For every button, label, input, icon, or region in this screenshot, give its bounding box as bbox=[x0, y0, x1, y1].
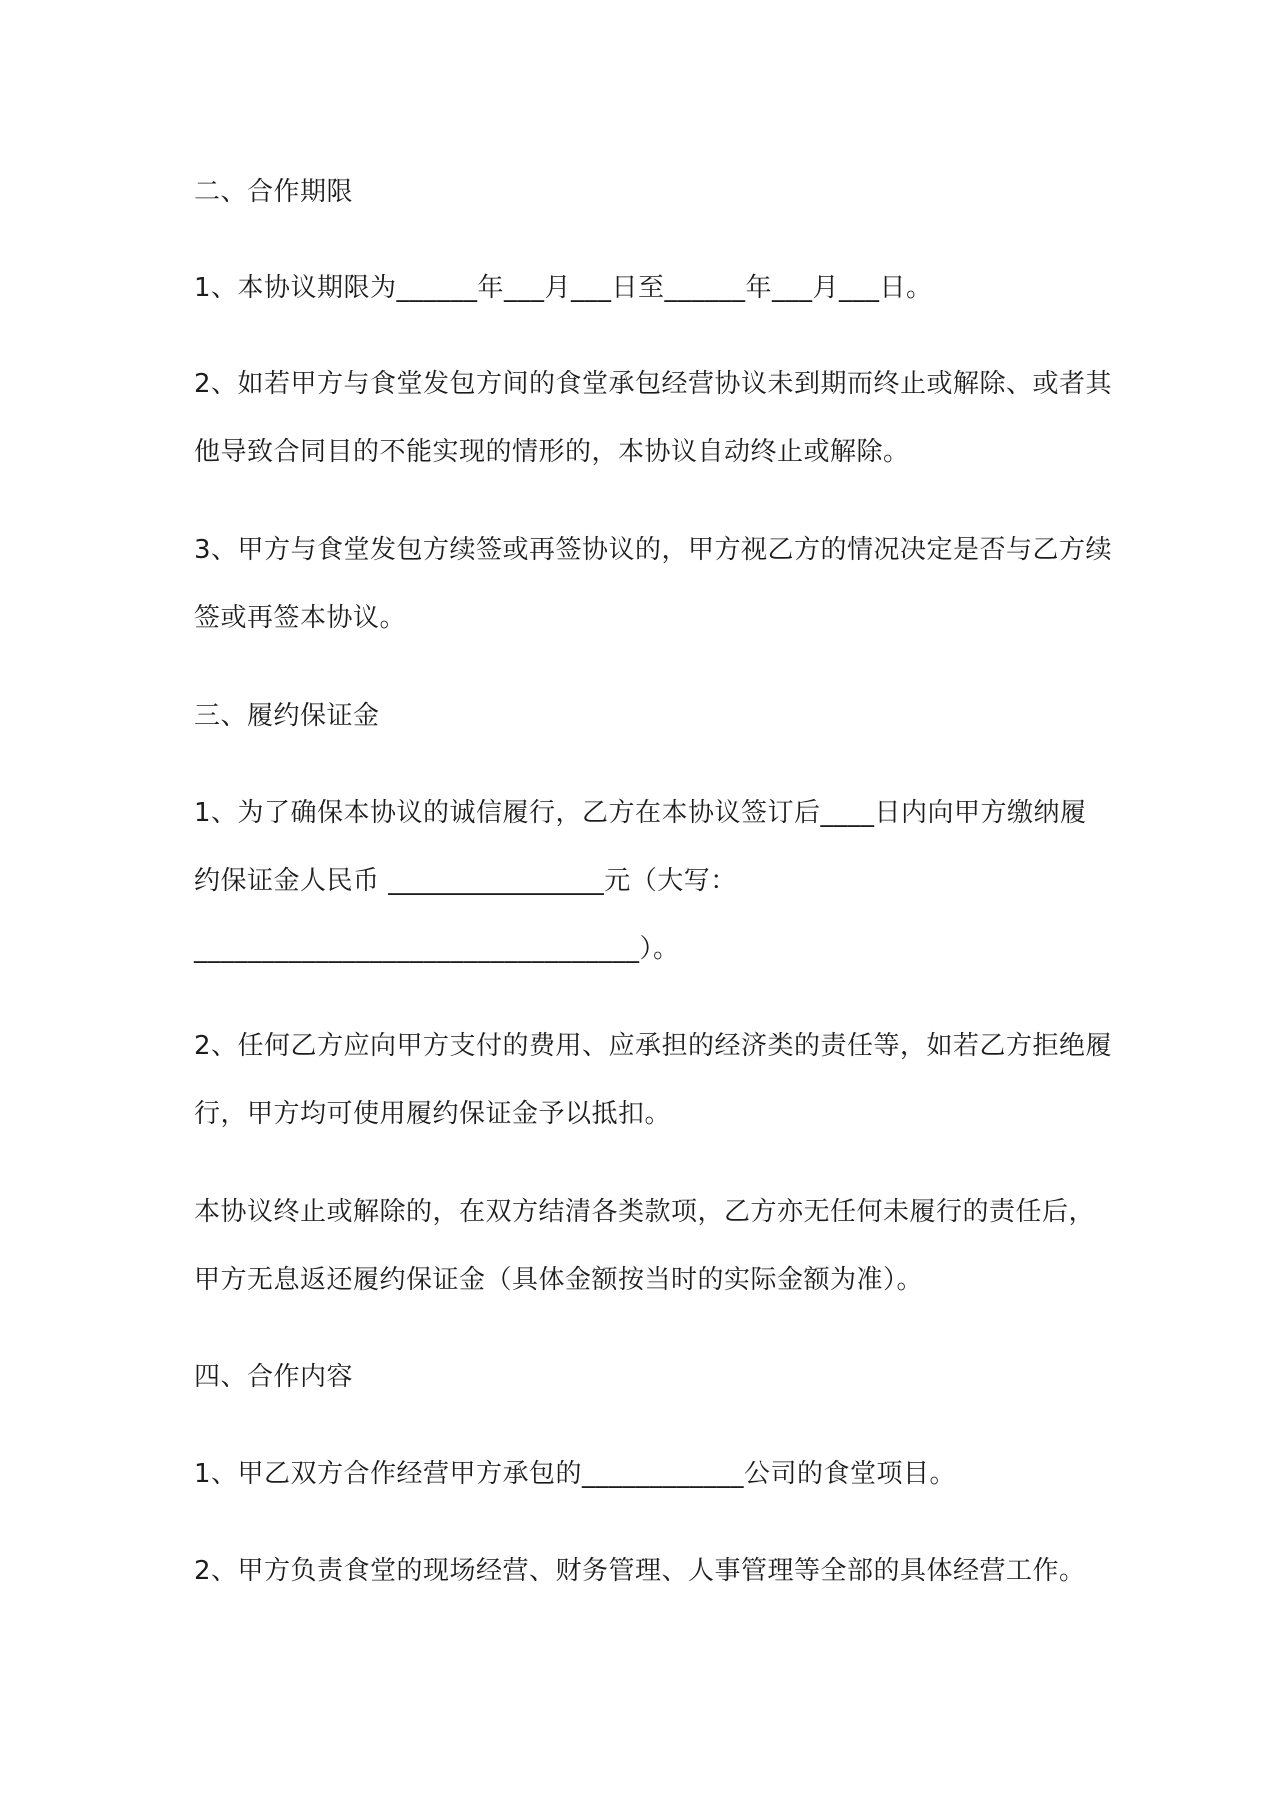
clause-operation-duties: 2、甲方负责食堂的现场经营、财务管理、人事管理等全部的具体经营工作。 bbox=[194, 1556, 1086, 1586]
clause-renewal-line1: 3、甲方与食堂发包方续签或再签协议的，甲方视乙方的情况决定是否与乙方续 bbox=[194, 535, 1113, 565]
clause-term-dates: 1、本协议期限为______年___月___日至______年___月___日。 bbox=[194, 273, 933, 303]
clause-bond-payment-line3: _________________________________）。 bbox=[194, 934, 680, 964]
clause-canteen-project: 1、甲乙双方合作经营甲方承包的____________公司的食堂项目。 bbox=[194, 1459, 957, 1489]
clause-bond-deduction-line2: 行，甲方均可使用履约保证金予以抵扣。 bbox=[194, 1099, 672, 1129]
clause-termination-line2: 他导致合同目的不能实现的情形的，本协议自动终止或解除。 bbox=[194, 437, 910, 467]
clause-renewal-line2: 签或再签本协议。 bbox=[194, 603, 407, 633]
clause-bond-payment-line2: 约保证金人民币 ________________元（大写： bbox=[194, 866, 737, 896]
clause-termination-line1: 2、如若甲方与食堂发包方间的食堂承包经营协议未到期而终止或解除、或者其 bbox=[194, 369, 1113, 399]
clause-bond-refund-line2: 甲方无息返还履约保证金（具体金额按当时的实际金额为准）。 bbox=[194, 1265, 924, 1295]
clause-bond-deduction-line1: 2、任何乙方应向甲方支付的费用、应承担的经济类的责任等，如若乙方拒绝履 bbox=[194, 1031, 1113, 1061]
section-heading-cooperation-term: 二、合作期限 bbox=[194, 177, 354, 207]
section-heading-cooperation-content: 四、合作内容 bbox=[194, 1362, 354, 1392]
section-heading-performance-bond: 三、履约保证金 bbox=[194, 701, 380, 731]
clause-bond-payment-line1: 1、为了确保本协议的诚信履行，乙方在本协议签订后____日内向甲方缴纳履 bbox=[194, 798, 1087, 828]
clause-bond-refund-line1: 本协议终止或解除的，在双方结清各类款项，乙方亦无任何未履行的责任后， bbox=[194, 1197, 1096, 1227]
